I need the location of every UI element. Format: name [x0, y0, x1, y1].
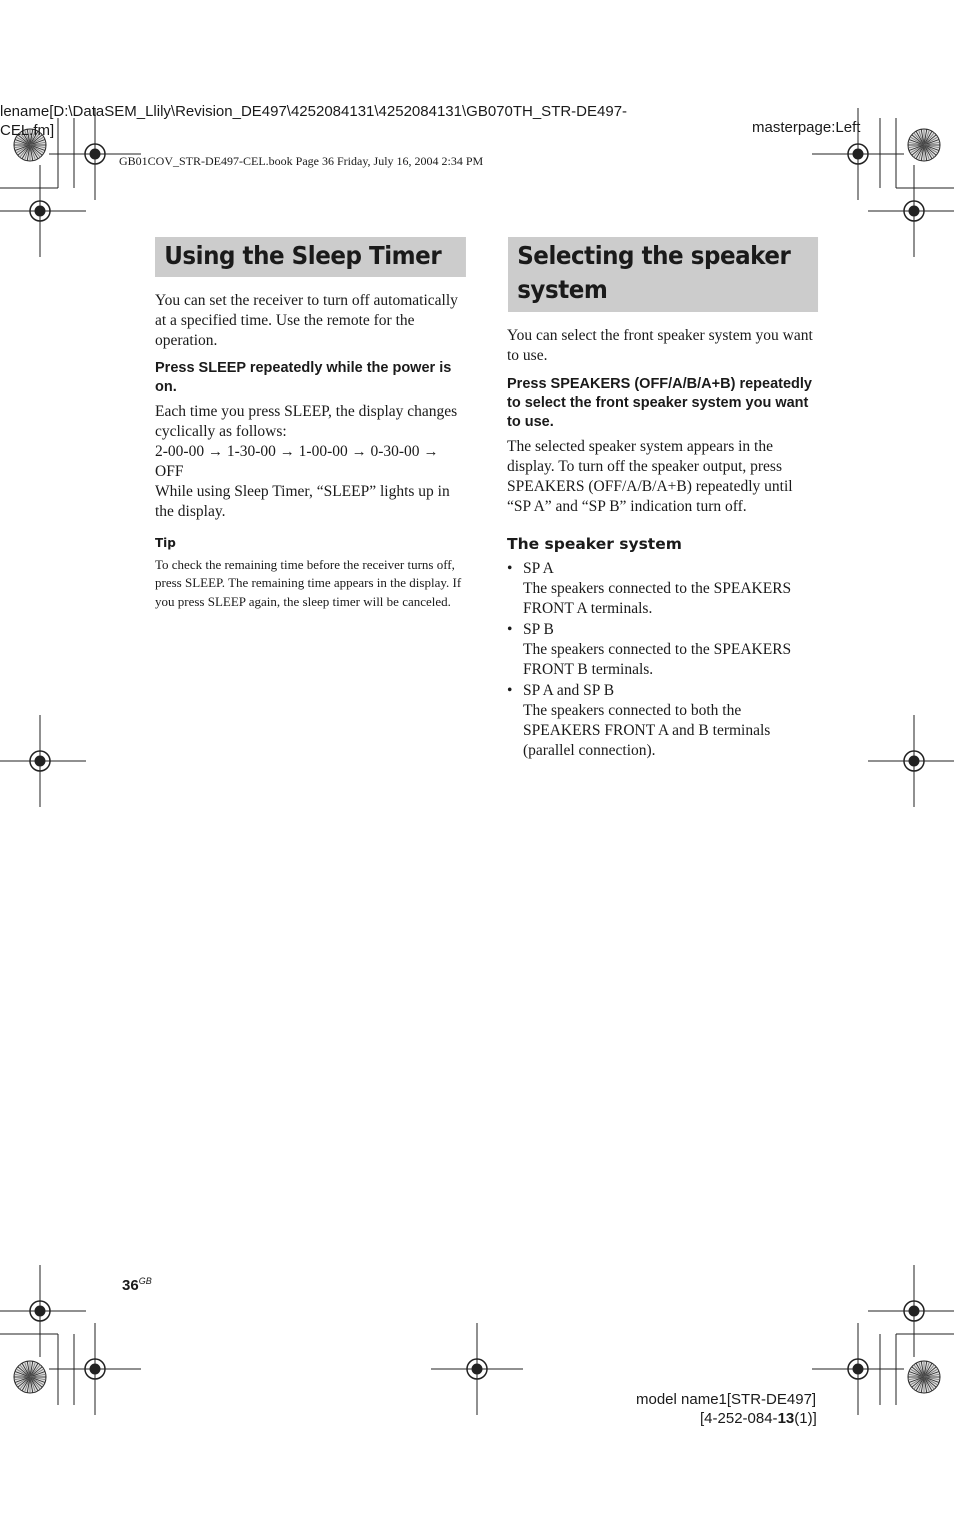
- arrow-right-icon: →: [351, 444, 367, 460]
- bullet-icon: •: [507, 560, 513, 577]
- speaker-item-name: SP A and SP B: [523, 682, 615, 699]
- speaker-system-heading: Selecting the speaker system: [508, 237, 818, 312]
- registration-starburst-icon: [908, 129, 940, 161]
- sleep-instruction: Press SLEEP repeatedly while the power is on.: [155, 360, 452, 395]
- model-code-bold: 13: [777, 1410, 795, 1427]
- registration-crosshair-icon: [431, 1323, 523, 1415]
- bullet-icon: •: [507, 682, 513, 699]
- speaker-item-desc: The speakers connected to both the SPEAKERS FRONT A and B terminals (parallel connection).: [523, 702, 771, 759]
- book-info: GB01COV_STR-DE497-CEL.book Page 36 Friday, July 16, 2004 2:34 PM: [119, 154, 484, 168]
- list-item: [507, 559, 819, 619]
- speaker-intro: You can select the front speaker system you want to use.: [507, 327, 813, 364]
- bullet-icon: •: [507, 621, 513, 638]
- speaker-item-name: SP A: [523, 560, 554, 577]
- sleep-while-text: While using Sleep Timer, “SLEEP” lights up in the display.: [155, 483, 450, 520]
- model-code: [700, 1410, 817, 1427]
- registration-crosshair-icon: [868, 165, 954, 257]
- tip-label: Tip: [155, 536, 176, 550]
- left-column: [155, 291, 469, 611]
- arrow-right-icon: →: [423, 444, 439, 460]
- speaker-list: [507, 559, 819, 761]
- speaker-body: The selected speaker system appears in the display. To turn off the speaker output, press SPEAKERS (OFF/A/B/A+B) repeatedly until “SP A” and “SP B” indication turn off.: [507, 438, 793, 515]
- registration-starburst-icon: [14, 1361, 46, 1393]
- model-code-suffix: (1)]: [794, 1410, 817, 1427]
- speaker-instruction: Press SPEAKERS (OFF/A/B/A+B) repeatedly to select the front speaker system you want to use.: [507, 376, 812, 430]
- registration-crosshair-icon: [868, 1265, 954, 1357]
- registration-crosshair-icon: [812, 1323, 904, 1415]
- cycle-step: 1-30-00: [226, 443, 276, 460]
- speaker-item-name: SP B: [523, 621, 554, 638]
- registration-crosshair-icon: [868, 715, 954, 807]
- registration-crosshair-icon: [0, 1265, 86, 1357]
- list-item: [507, 620, 819, 680]
- page-number-suffix: GB: [138, 1276, 152, 1286]
- sleep-cycle-intro: Each time you press SLEEP, the display changes cyclically as follows:: [155, 403, 458, 440]
- speaker-item-desc: The speakers connected to the SPEAKERS FRONT A terminals.: [523, 580, 792, 617]
- sleep-timer-heading: Using the Sleep Timer: [155, 237, 466, 277]
- cycle-step: OFF: [155, 463, 184, 480]
- registration-crosshair-icon: [0, 165, 86, 257]
- page-number: [122, 1276, 152, 1294]
- page-number-value: 36: [122, 1277, 139, 1294]
- sleep-cycle-sequence: [155, 442, 469, 482]
- arrow-right-icon: →: [279, 444, 295, 460]
- list-item: [507, 681, 819, 761]
- model-code-prefix: [4-252-084-: [700, 1410, 778, 1427]
- cycle-step: 2-00-00: [155, 443, 205, 460]
- right-column: [507, 326, 819, 762]
- registration-starburst-icon: [908, 1361, 940, 1393]
- filename-line2: CEL.fm]: [0, 122, 55, 139]
- sleep-intro: You can set the receiver to turn off automatically at a specified time. Use the remote for the operation.: [155, 292, 458, 349]
- cycle-step: 0-30-00: [370, 443, 420, 460]
- speaker-subheading: The speaker system: [507, 535, 682, 553]
- registration-crosshair-icon: [0, 715, 86, 807]
- arrow-right-icon: →: [207, 444, 223, 460]
- model-name: model name1[STR-DE497]: [636, 1391, 817, 1408]
- filename-line1: lename[D:\DataSEM_Llily\Revision_DE497\4252084131\4252084131\GB070TH_STR-DE497-: [0, 103, 628, 120]
- speaker-item-desc: The speakers connected to the SPEAKERS FRONT B terminals.: [523, 641, 792, 678]
- tip-text: To check the remaining time before the receiver turns off, press SLEEP. The remaining time appears in the display. If you press SLEEP again, the sleep timer will be canceled.: [155, 557, 462, 609]
- registration-crosshair-icon: [49, 1323, 141, 1415]
- masterpage-label: masterpage:Left: [752, 119, 861, 136]
- cycle-step: 1-00-00: [298, 443, 348, 460]
